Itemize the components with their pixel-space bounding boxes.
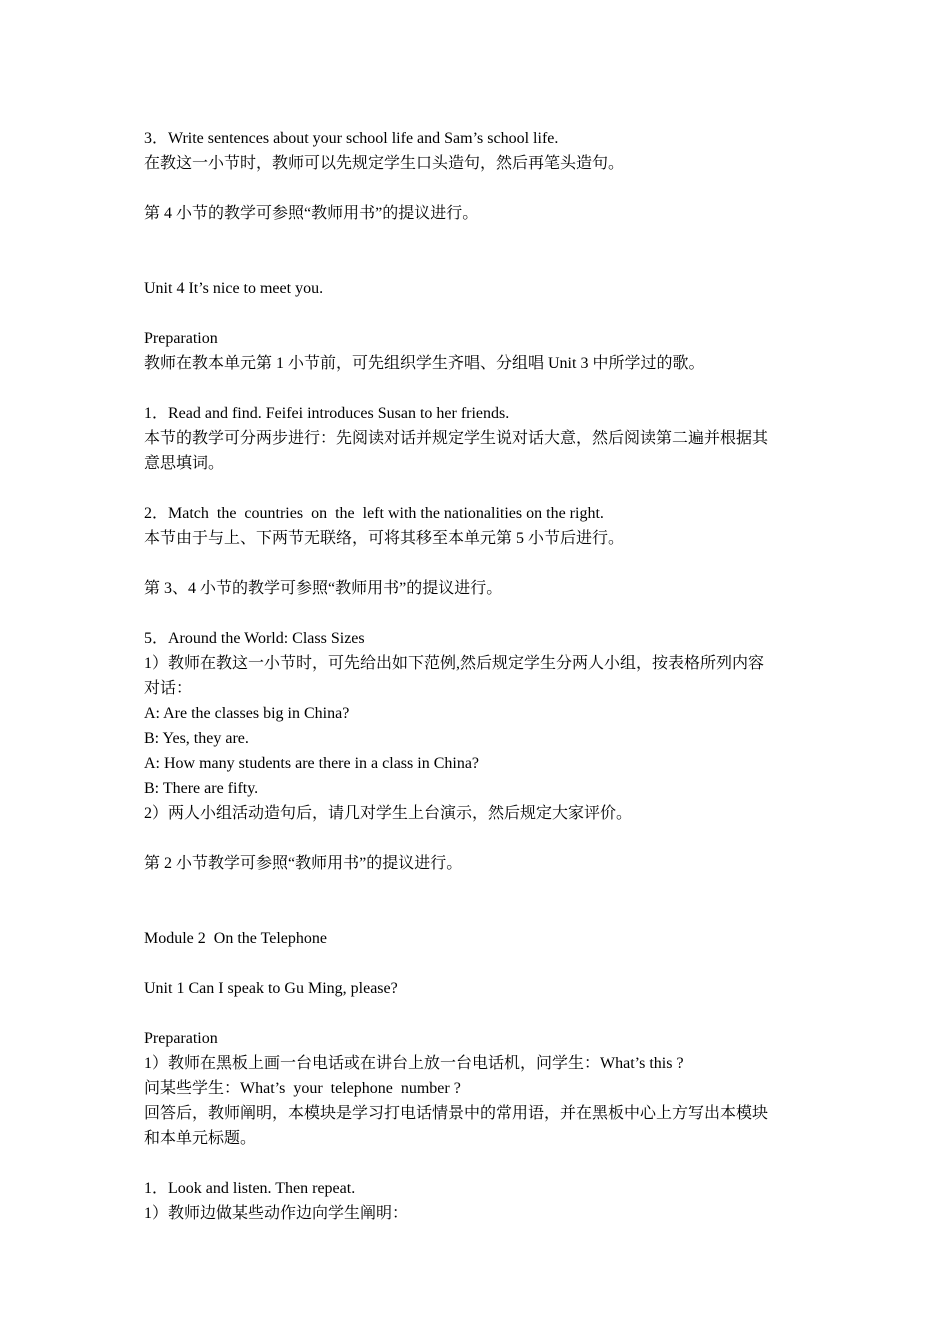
blank-line bbox=[144, 226, 824, 276]
paragraph: 第 2 小节教学可参照“教师用书”的提议进行。 bbox=[144, 855, 463, 872]
document-page bbox=[144, 126, 824, 1226]
paragraph: 意思填词。 bbox=[144, 455, 225, 472]
unit-title: Unit 4 It’s nice to meet you. bbox=[144, 280, 324, 297]
paragraph: 对话： bbox=[144, 680, 193, 697]
blank-line bbox=[144, 601, 824, 626]
paragraph: 1）教师在教这一小节时，可先给出如下范例,然后规定学生分两人小组，按表格所列内容 bbox=[144, 655, 765, 672]
blank-line bbox=[144, 951, 824, 976]
preparation-heading: Preparation bbox=[144, 1030, 218, 1047]
dialogue-line: A: Are the classes big in China? bbox=[144, 705, 350, 722]
section-heading-3: 3．Write sentences about your school life and Sam’s school life. bbox=[144, 130, 559, 147]
paragraph: 本节由于与上、下两节无联络，可将其移至本单元第 5 小节后进行。 bbox=[144, 530, 625, 547]
section-heading-2: 2．Match the countries on the left with the nationalities on the right. bbox=[144, 505, 604, 522]
blank-line bbox=[144, 876, 824, 926]
blank-line bbox=[144, 551, 824, 576]
paragraph: 问某些学生：What’s your telephone number ? bbox=[144, 1080, 461, 1097]
paragraph: 第 3、4 小节的教学可参照“教师用书”的提议进行。 bbox=[144, 580, 503, 597]
blank-line bbox=[144, 1151, 824, 1176]
paragraph: 教师在教本单元第 1 小节前，可先组织学生齐唱、分组唱 Unit 3 中所学过的歌。 bbox=[144, 355, 705, 372]
paragraph: 和本单元标题。 bbox=[144, 1130, 257, 1147]
blank-line bbox=[144, 176, 824, 201]
paragraph: 1）教师边做某些动作边向学生阐明： bbox=[144, 1205, 409, 1222]
paragraph: 本节的教学可分两步进行：先阅读对话并规定学生说对话大意，然后阅读第二遍并根据其 bbox=[144, 430, 769, 447]
section-heading-5: 5．Around the World: Class Sizes bbox=[144, 630, 365, 647]
module-title: Module 2 On the Telephone bbox=[144, 930, 327, 947]
blank-line bbox=[144, 376, 824, 401]
section-heading-1: 1．Read and find. Feifei introduces Susan to her friends. bbox=[144, 405, 510, 422]
blank-line bbox=[144, 826, 824, 851]
paragraph: 回答后，教师阐明，本模块是学习打电话情景中的常用语，并在黑板中心上方写出本模块 bbox=[144, 1105, 769, 1122]
blank-line bbox=[144, 1001, 824, 1026]
dialogue-line: A: How many students are there in a class in China? bbox=[144, 755, 480, 772]
dialogue-line: B: Yes, they are. bbox=[144, 730, 249, 747]
blank-line bbox=[144, 476, 824, 501]
section-heading-1: 1．Look and listen. Then repeat. bbox=[144, 1180, 356, 1197]
blank-line bbox=[144, 301, 824, 326]
dialogue-line: B: There are fifty. bbox=[144, 780, 259, 797]
paragraph: 1）教师在黑板上画一台电话或在讲台上放一台电话机，问学生：What’s this ? bbox=[144, 1055, 684, 1072]
unit-title: Unit 1 Can I speak to Gu Ming, please? bbox=[144, 980, 398, 997]
paragraph: 2）两人小组活动造句后，请几对学生上台演示，然后规定大家评价。 bbox=[144, 805, 633, 822]
paragraph: 第 4 小节的教学可参照“教师用书”的提议进行。 bbox=[144, 205, 479, 222]
paragraph: 在教这一小节时，教师可以先规定学生口头造句，然后再笔头造句。 bbox=[144, 155, 625, 172]
preparation-heading: Preparation bbox=[144, 330, 218, 347]
